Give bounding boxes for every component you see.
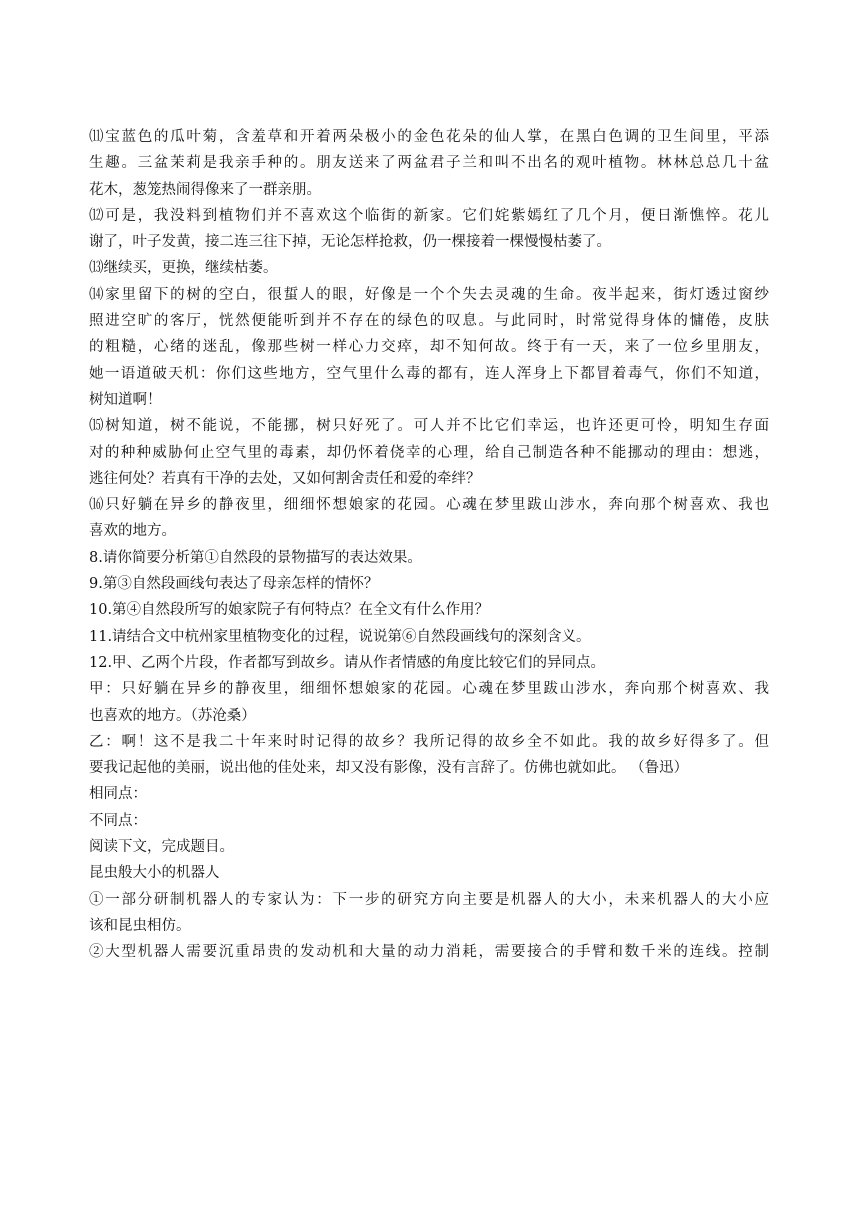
text-line: 要我记起他的美丽，说出他的佳处来，却又没有影像，没有言辞了。仿佛也就如此。 （鲁迅）	[89, 760, 689, 777]
text-line: ⒃只好躺在异乡的静夜里，细细怀想娘家的花园。心魂在梦里跋山涉水，奔向那个树喜欢、我也	[89, 497, 769, 514]
text-line: ⒁家里留下的树的空白，很蜇人的眼，好像是一个个失去灵魂的生命。夜半起来，街灯透过窗纱	[89, 286, 769, 303]
text-line: 12.甲、乙两个片段，作者都写到故乡。请从作者情感的角度比较它们的异同点。	[89, 654, 606, 671]
text-line: 8.请你简要分析第①自然段的景物描写的表达效果。	[89, 549, 422, 566]
text-line: 9.第③自然段画线句表达了母亲怎样的情怀？	[89, 576, 379, 593]
text-line: ⒂树知道，树不能说，不能挪，树只好死了。可人并不比它们幸运，也许还更可怜，明知生存面	[89, 418, 769, 435]
text-line: 阅读下文，完成题目。	[89, 839, 234, 856]
text-line: 照进空旷的客厅，恍然便能听到并不存在的绿色的叹息。与此同时，时常觉得身体的慵倦，皮肤	[89, 313, 769, 330]
text-line: 生趣。三盆茉莉是我亲手种的。朋友送来了两盆君子兰和叫不出名的观叶植物。林林总总几十盆	[89, 155, 769, 172]
text-line: 不同点：	[89, 812, 147, 829]
text-line: 甲：只好躺在异乡的静夜里，细细怀想娘家的花园。心魂在梦里跋山涉水，奔向那个树喜欢、我	[89, 681, 769, 698]
text-line: 11.请结合文中杭州家里植物变化的过程，说说第⑥自然段画线句的深刻含义。	[89, 628, 591, 645]
text-line: 的粗糙，心绪的迷乱，像那些树一样心力交瘁，却不知何故。终于有一天，来了一位乡里朋友，	[89, 339, 769, 356]
text-line: ⒀继续买，更换，继续枯萎。	[89, 260, 278, 277]
text-line: 她一语道破天机：你们这些地方，空气里什么毒的都有，连人浑身上下都冒着毒气，你们不知道，	[89, 365, 769, 382]
text-line: 树知道啊！	[89, 391, 162, 408]
text-line: ①一部分研制机器人的专家认为：下一步的研究方向主要是机器人的大小，未来机器人的大小应	[89, 891, 769, 908]
text-line: ②大型机器人需要沉重昂贵的发动机和大量的动力消耗，需要接合的手臂和数千米的连线。控制	[89, 944, 769, 961]
text-line: 昆虫般大小的机器人	[89, 865, 220, 882]
text-line: 10.第④自然段所写的娘家院子有何特点？在全文有什么作用？	[89, 602, 490, 619]
text-line: 喜欢的地方。	[89, 523, 176, 540]
text-line: ⑾宝蓝色的瓜叶菊，含羞草和开着两朵极小的金色花朵的仙人掌，在黑白色调的卫生间里，平添	[89, 129, 769, 145]
text-line: 相同点：	[89, 786, 147, 803]
text-line: 乙：啊！这不是我二十年来时时记得的故乡？我所记得的故乡全不如此。我的故乡好得多了。但	[89, 733, 769, 750]
text-line: 花木，葱笼热闹得像来了一群亲朋。	[89, 181, 321, 198]
text-line: ⑿可是，我没料到植物们并不喜欢这个临街的新家。它们姹紫嫣红了几个月，便日渐憔悴。花儿	[89, 207, 769, 224]
text-line: 也喜欢的地方。（苏沧桑）	[89, 707, 256, 724]
document-page	[89, 124, 769, 966]
text-line: 逃往何处？若真有干净的去处，又如何割舍责任和爱的牵绊？	[89, 470, 481, 487]
text-line: 谢了，叶子发黄，接二连三往下掉，无论怎样抢救，仍一棵接着一棵慢慢枯萎了。	[89, 234, 611, 251]
text-line: 该和昆虫相仿。	[89, 917, 191, 934]
text-line: 对的种种威胁何止空气里的毒素，却仍怀着侥幸的心理，给自己制造各种不能挪动的理由：想逃，	[89, 444, 769, 461]
